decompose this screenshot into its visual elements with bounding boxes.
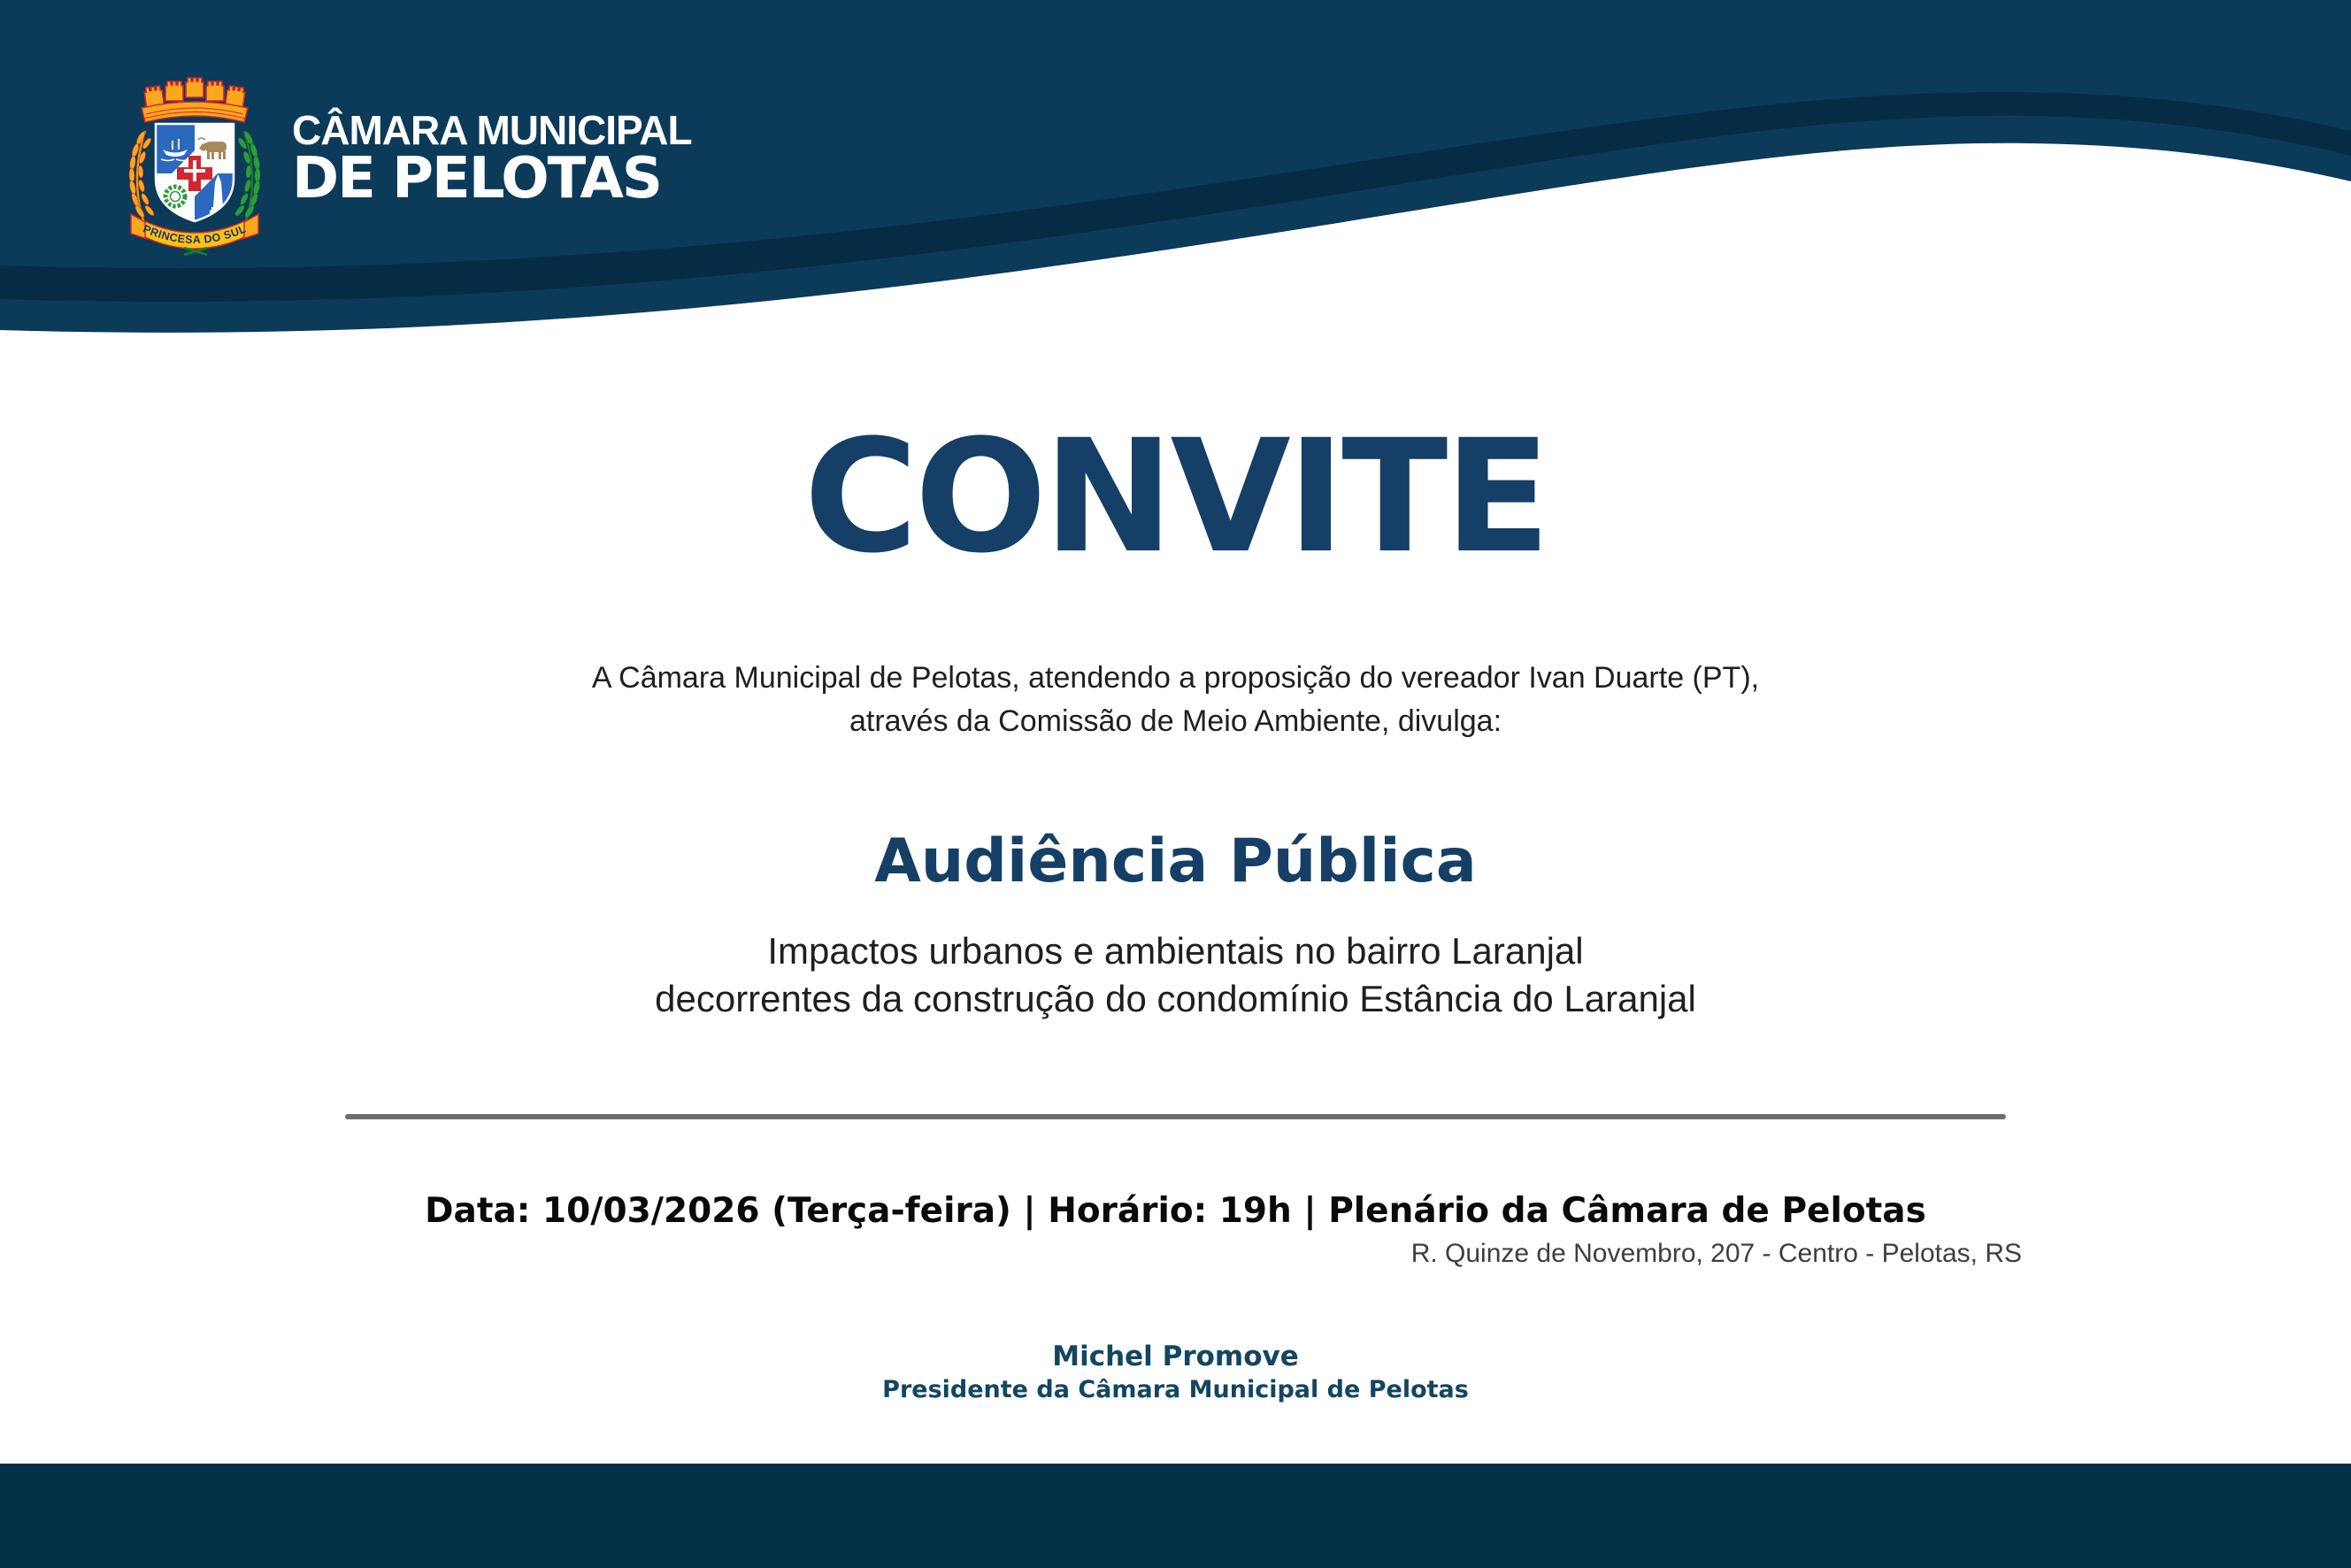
coat-of-arms (124, 74, 265, 264)
event-address: R. Quinze de Novembro, 207 - Centro - Pelotas, RS (1410, 1239, 2022, 1268)
event-title: Audiência Pública (874, 826, 1477, 896)
intro-line1: A Câmara Municipal de Pelotas, atendendo a proposição do vereador Ivan Duarte (PT), (591, 661, 1760, 695)
intro-line2: através da Comissão de Meio Ambiente, divulga: (849, 704, 1502, 738)
wheat-branch-icon (128, 131, 155, 227)
shield (156, 124, 234, 221)
divider-line (345, 1114, 2006, 1119)
subject-line1: Impactos urbanos e ambientais no bairro Laranjal (767, 930, 1584, 972)
invite-title: CONVITE (803, 406, 1548, 588)
subject-line2: decorrentes da construção do condomínio Estância do Laranjal (655, 978, 1696, 1019)
signature-name: Michel Promove (1052, 1341, 1299, 1372)
crest-motto-text: PRINCESA DO SUL (141, 222, 249, 247)
laurel-branch-icon (234, 131, 260, 227)
mural-crown-icon (142, 78, 248, 122)
signature-role: Presidente da Câmara Municipal de Pelotas (882, 1376, 1469, 1403)
org-name-line1: CÂMARA MUNICIPAL (292, 107, 692, 153)
org-name-line2: DE PELOTAS (292, 146, 661, 211)
footer-bar (0, 1464, 2351, 1568)
intro-text (0, 657, 2351, 743)
event-subject (0, 927, 2351, 1023)
event-details: Data: 10/03/2026 (Terça-feira) | Horário: 19h | Plenário da Câmara de Pelotas (425, 1191, 1926, 1231)
